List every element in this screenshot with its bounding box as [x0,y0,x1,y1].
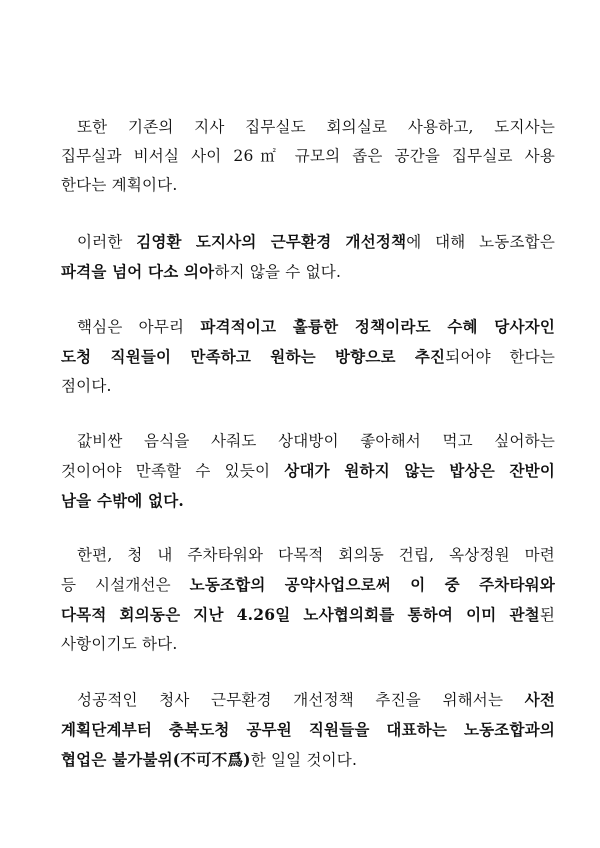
paragraph-line [61,600,555,630]
bold-text-run: 노동조합의 공약사업으로써 이 중 주차타워와 [189,575,555,594]
text-run: 하지 않을 수 없다. [214,263,342,281]
paragraph-2 [61,227,555,287]
paragraph-3 [61,312,555,401]
bold-text-run: 김영환 도지사의 근무환경 개선정책 [136,232,407,251]
paragraph-5 [61,541,555,659]
paragraph-line [61,113,555,142]
text-run: 것이어야 만족할 수 있듯이 [61,462,285,480]
text-run: 한 일일 것이다. [250,751,358,769]
bold-text-run: 도청 직원들이 만족하고 원하는 방향으로 추진 [61,347,446,366]
paragraph-line [61,456,555,486]
paragraph-line [61,630,555,659]
text-run: 성공적인 청사 근무환경 개선정책 추진을 위해서는 [77,691,525,709]
paragraph-line [61,372,555,401]
bold-text-run: 사전 [524,690,555,709]
text-run: 핵심은 아무리 [77,318,201,336]
text-run: 등 시설개선은 [61,576,190,594]
text-run: 한다는 계획이다. [61,176,178,194]
paragraph-line [61,342,555,372]
paragraph-line [61,171,555,200]
paragraph-line [61,745,555,775]
text-run: 한편, 청 내 주차타워와 다목적 회의동 건립, 옥상정원 마련 [77,546,555,564]
paragraph-line [61,312,555,342]
bold-text-run: 파격적이고 훌륭한 정책이라도 수혜 당사자인 [200,317,555,336]
paragraph-line [61,570,555,600]
bold-text-run: 남을 수밖에 없다. [61,491,185,510]
paragraph-line [61,257,555,287]
paragraph-6 [61,685,555,775]
bold-text-run: 상대가 원하지 않는 밥상은 잔반이 [284,461,555,480]
text-run: 사항이기도 하다. [61,635,178,653]
text-run: 집무실과 비서실 사이 26㎡ 규모의 좁은 공간을 집무실로 사용 [61,147,555,165]
paragraph-line [61,427,555,456]
text-run: 되어야 한다는 [445,348,555,366]
paragraph-1 [61,113,555,200]
paragraph-line [61,715,555,745]
text-run: 된 [539,606,555,624]
text-run: 값비싼 음식을 사줘도 상대방이 좋아해서 먹고 싶어하는 [77,432,555,450]
paragraph-line [61,142,555,171]
text-run: 이러한 [77,233,137,251]
paragraph-line [61,541,555,570]
text-run: 에 대해 노동조합은 [406,233,555,251]
paragraph-line [61,486,555,516]
bold-text-run: 다목적 회의동은 지난 4.26일 노사협의회를 통하여 이미 관철 [61,605,540,624]
paragraph-line [61,227,555,257]
bold-text-run: 협업은 불가불위(不可不爲) [61,750,251,769]
paragraph-line [61,685,555,715]
text-run: 점이다. [61,377,112,395]
paragraph-4 [61,427,555,516]
text-run: 또한 기존의 지사 집무실도 회의실로 사용하고, 도지사는 [77,118,555,136]
bold-text-run: 파격을 넘어 다소 의아 [61,262,215,281]
bold-text-run: 계획단계부터 충북도청 공무원 직원들을 대표하는 노동조합과의 [61,720,555,739]
